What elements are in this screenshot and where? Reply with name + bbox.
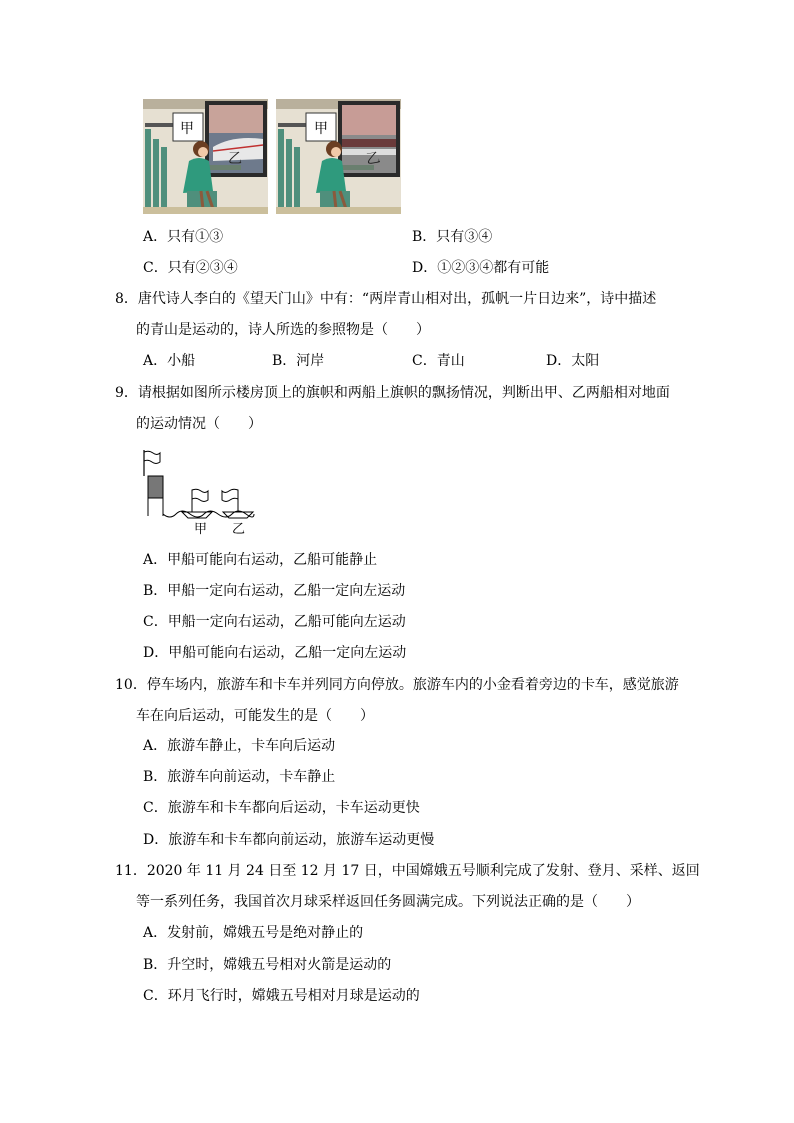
q10-option-a: A．旅游车静止，卡车向后运动 [143, 738, 336, 754]
panel-1-label-yi: 乙 [228, 151, 242, 167]
boat-label-yi: 乙 [232, 522, 246, 537]
q8-stem-line-1: 8．唐代诗人李白的《望天门山》中有：“两岸青山相对出，孤帆一片日边来”，诗中描述 [115, 291, 657, 307]
q7-option-d: D．①②③④都有可能 [412, 260, 550, 276]
q7-option-a: A．只有①③ [143, 229, 224, 245]
flags-boats-figure [140, 448, 260, 538]
q9-option-c: C．甲船一定向右运动，乙船可能向左运动 [143, 614, 406, 630]
q10-stem-line-2: 车在向后运动，可能发生的是（ ） [136, 708, 374, 724]
q11-option-b: B．升空时，嫦娥五号相对火箭是运动的 [143, 957, 392, 973]
q10-option-d: D．旅游车和卡车都向前运动，旅游车运动更慢 [143, 832, 435, 848]
q11-option-c: C．环月飞行时，嫦娥五号相对月球是运动的 [143, 988, 420, 1004]
q9-stem-line-1: 9．请根据如图所示楼房顶上的旗帜和两船上旗帜的飘扬情况，判断出甲、乙两船相对地面 [115, 385, 670, 401]
q8-option-b: B．河岸 [272, 353, 325, 369]
panel-2-label-yi: 乙 [364, 149, 382, 169]
q9-option-b: B．甲船一定向右运动，乙船一定向左运动 [143, 583, 406, 599]
panel-2-label-jia: 甲 [314, 121, 328, 137]
q7-option-c: C．只有②③④ [143, 260, 238, 276]
train-panel-2 [276, 99, 401, 214]
q11-stem-line-1: 11．2020 年 11 月 24 日至 12 月 17 日，中国嫦娥五号顺利完成了发射、登月、采样、返回 [115, 863, 700, 879]
boat-label-jia: 甲 [194, 522, 208, 537]
train-panel-1 [143, 99, 268, 214]
q8-option-a: A．小船 [143, 353, 196, 369]
q10-option-c: C．旅游车和卡车都向后运动，卡车运动更快 [143, 800, 420, 816]
panel-1-label-jia: 甲 [180, 121, 194, 137]
q11-stem-line-2: 等一系列任务，我国首次月球采样返回任务圆满完成。下列说法正确的是（ ） [136, 894, 640, 910]
q7-option-b: B．只有③④ [412, 229, 493, 245]
q11-option-a: A．发射前，嫦娥五号是绝对静止的 [143, 925, 364, 941]
q10-option-b: B．旅游车向前运动，卡车静止 [143, 769, 336, 785]
train-window-figure [143, 99, 409, 215]
q9-stem-line-2: 的运动情况（ ） [136, 416, 262, 432]
q8-stem-line-2: 的青山是运动的，诗人所选的参照物是（ ） [136, 322, 430, 338]
q8-option-c: C．青山 [412, 353, 465, 369]
q10-stem-line-1: 10．停车场内，旅游车和卡车并列同方向停放。旅游车内的小金看着旁边的卡车，感觉旅游 [115, 677, 679, 693]
q9-option-a: A．甲船可能向右运动，乙船可能静止 [143, 552, 378, 568]
q8-option-d: D．太阳 [546, 353, 600, 369]
q9-option-d: D．甲船可能向右运动，乙船一定向左运动 [143, 645, 407, 661]
